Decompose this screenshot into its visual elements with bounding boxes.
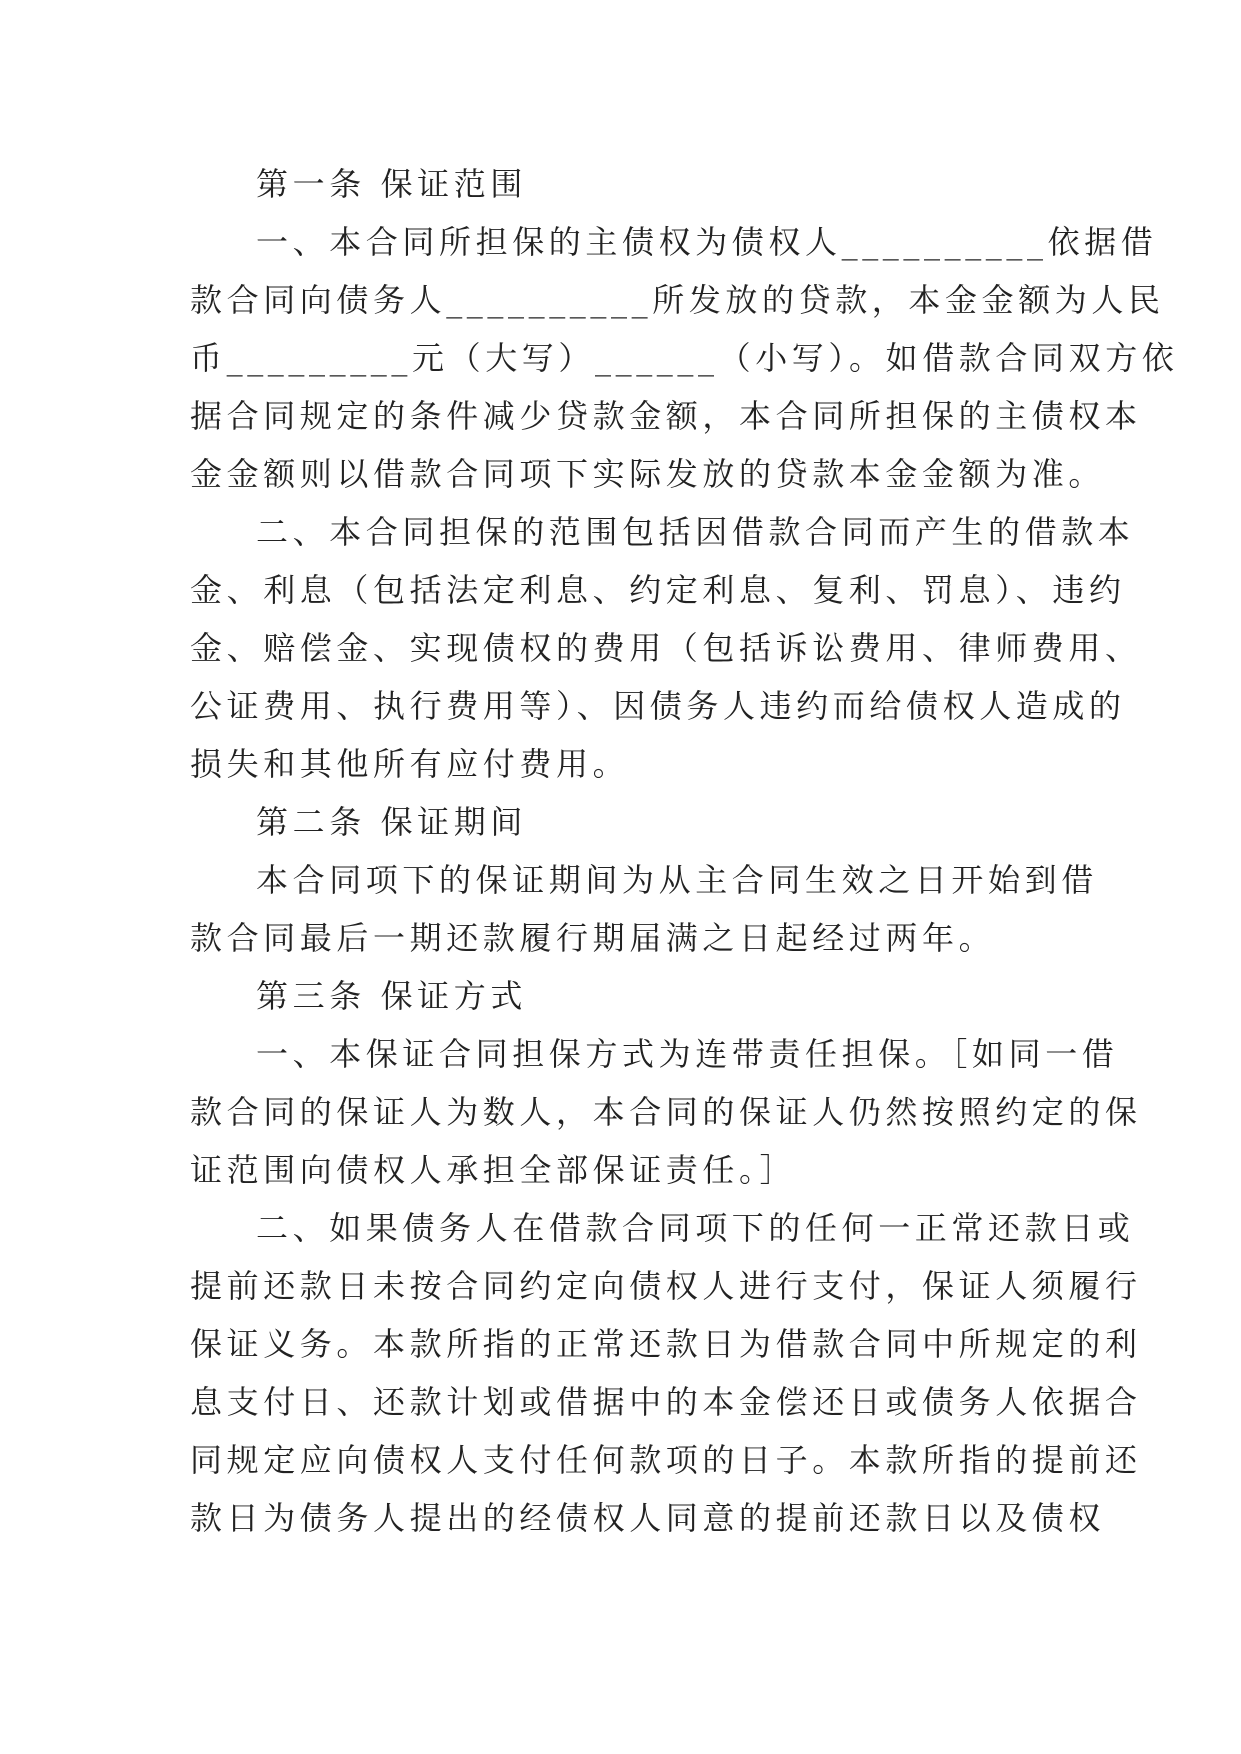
heading-article-3: 第三条 保证方式 <box>256 977 527 1015</box>
paragraph-line: 证范围向债权人承担全部保证责任。］ <box>190 1151 797 1189</box>
paragraph-line: 本合同项下的保证期间为从主合同生效之日开始到借 <box>256 861 1098 899</box>
paragraph-line: 款日为债务人提出的经债权人同意的提前还款日以及债权 <box>190 1499 1106 1537</box>
heading-article-2: 第二条 保证期间 <box>256 803 527 841</box>
paragraph-line: 款合同的保证人为数人，本合同的保证人仍然按照约定的保 <box>190 1093 1142 1131</box>
paragraph-line: 一、本保证合同担保方式为连带责任担保。［如同一借 <box>256 1035 1119 1073</box>
paragraph-line: 币_________元（大写）______（小写）。如借款合同双方依 <box>190 339 1179 377</box>
paragraph-line: 保证义务。本款所指的正常还款日为借款合同中所规定的利 <box>190 1325 1142 1363</box>
heading-article-1: 第一条 保证范围 <box>256 165 527 203</box>
paragraph-line: 公证费用、执行费用等）、因债务人违约而给债权人造成的 <box>190 687 1126 725</box>
paragraph-line: 款合同最后一期还款履行期届满之日起经过两年。 <box>190 919 996 957</box>
paragraph-line: 二、本合同担保的范围包括因借款合同而产生的借款本 <box>256 513 1135 551</box>
paragraph-line: 金、赔偿金、实现债权的费用（包括诉讼费用、律师费用、 <box>190 629 1142 667</box>
paragraph-line: 据合同规定的条件减少贷款金额，本合同所担保的主债权本 <box>190 397 1142 435</box>
paragraph-line: 提前还款日未按合同约定向债权人进行支付，保证人须履行 <box>190 1267 1142 1305</box>
paragraph-line: 金金额则以借款合同项下实际发放的贷款本金金额为准。 <box>190 455 1106 493</box>
paragraph-line: 同规定应向债权人支付任何款项的日子。本款所指的提前还 <box>190 1441 1142 1479</box>
paragraph-line: 损失和其他所有应付费用。 <box>190 745 630 783</box>
paragraph-line: 款合同向债务人__________所发放的贷款，本金金额为人民 <box>190 281 1165 319</box>
paragraph-line: 息支付日、还款计划或借据中的本金偿还日或债务人依据合 <box>190 1383 1142 1421</box>
paragraph-line: 二、如果债务人在借款合同项下的任何一正常还款日或 <box>256 1209 1135 1247</box>
paragraph-line: 一、本合同所担保的主债权为债权人__________依据借 <box>256 223 1158 261</box>
paragraph-line: 金、利息（包括法定利息、约定利息、复利、罚息）、违约 <box>190 571 1126 609</box>
